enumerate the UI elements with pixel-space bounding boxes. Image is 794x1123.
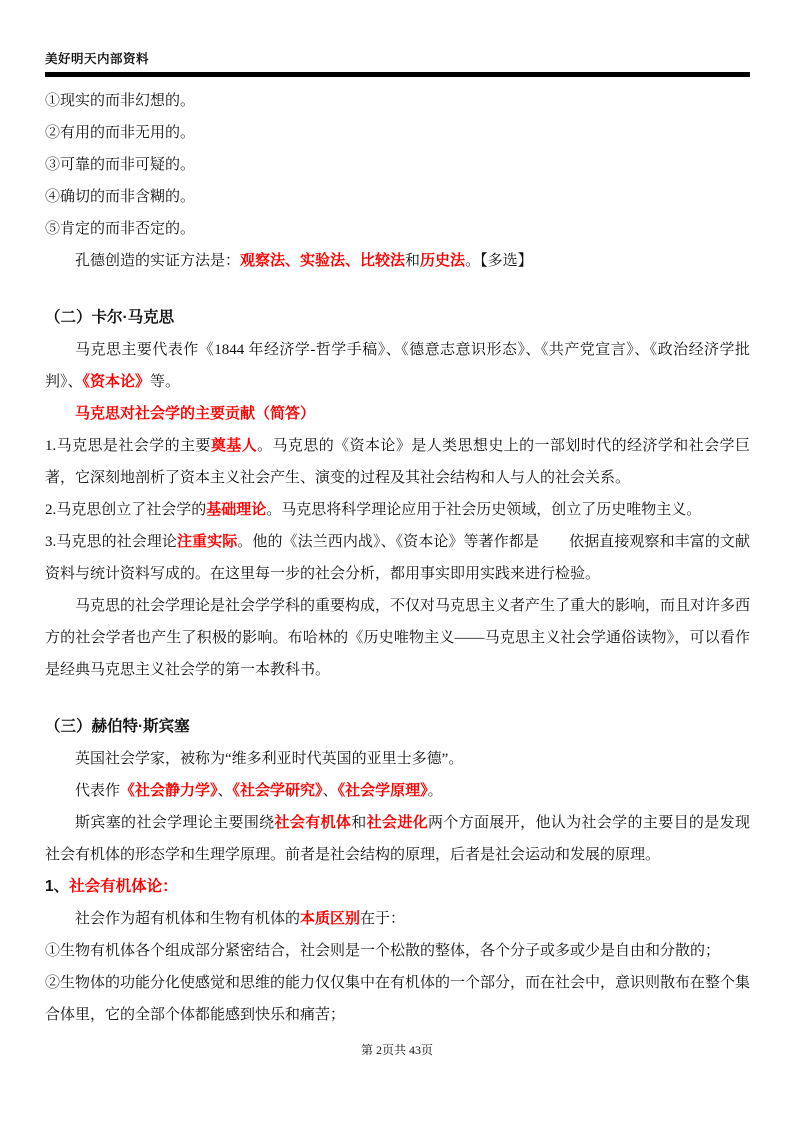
organic-theory-heading — [45, 871, 750, 903]
comte-methods — [45, 245, 750, 277]
red-emphasis: 社会有机体论： — [69, 878, 178, 895]
spencer-intro — [45, 743, 750, 775]
marx-works — [45, 334, 750, 398]
organic-essence — [45, 903, 750, 935]
red-emphasis: 《社会学原理》 — [337, 782, 428, 799]
text-run: 社会作为超有机体和生物有机体的 — [75, 911, 301, 927]
red-emphasis: 社会进化 — [366, 814, 429, 831]
text-run: 2.马克思创立了社会学的 — [45, 502, 207, 518]
text-run: 。马克思的《资本论》是人类思想史上的一部划时代的经济学和社会学巨著，它深刻地剖析了资本主义社会产生、演变的过程及其社会结构和人与人的社会关系。 — [45, 438, 750, 486]
red-emphasis: 马克思对社会学的主要贡献（简答） — [75, 405, 316, 422]
page-header-title: 美好明天内部资料 — [45, 52, 150, 66]
red-emphasis: 社会有机体 — [274, 814, 352, 831]
text-run: ⑤肯定的而非否定的。 — [45, 221, 196, 237]
marx-point-1 — [45, 430, 750, 494]
text-run: 和 — [405, 253, 421, 269]
document-body — [45, 85, 750, 1031]
text-run: ③可靠的而非可疑的。 — [45, 157, 196, 173]
text-run: 在于： — [360, 911, 406, 927]
section-heading-marx — [45, 302, 750, 334]
text-run: 。他的《法兰西内战》、《资本论》等著作都是 依据直接观察和丰富的文献资料与统计资料写成的。在这里每一步的社会分析，都用事实即用实践来进行检验。 — [45, 534, 750, 582]
text-run: 等。 — [150, 374, 181, 390]
red-emphasis: 本质区别 — [300, 910, 361, 927]
text-run: 3.马克思的社会理论 — [45, 534, 177, 550]
text-run: ①生物有机体各个组成部分紧密结合，社会则是一个松散的整体，各个分子或多或少是自由和分散的； — [45, 943, 721, 959]
text-run: ②有用的而非无用的。 — [45, 125, 196, 141]
text-run: 孔德创造的实证方法是： — [75, 253, 241, 269]
text-run: 。【多选】 — [465, 253, 533, 269]
bold-text: 1、 — [45, 878, 70, 895]
list-item-4 — [45, 181, 750, 213]
organic-diff-2 — [45, 967, 750, 1031]
marx-summary — [45, 590, 750, 686]
marx-point-2 — [45, 494, 750, 526]
organic-diff-1 — [45, 935, 750, 967]
list-item-2 — [45, 117, 750, 149]
text-run: 和 — [351, 815, 367, 831]
text-run: 1.马克思是社会学的主要 — [45, 438, 211, 454]
red-emphasis: 奠基人 — [210, 437, 258, 454]
section-heading-spencer — [45, 711, 750, 743]
red-emphasis: 观察法、实验法、比较法 — [240, 252, 406, 269]
text-run: 斯宾塞的社会学理论主要围绕 — [75, 815, 275, 831]
text-run: 、 — [322, 783, 338, 799]
red-emphasis: 历史法 — [420, 252, 466, 269]
red-emphasis: 基础理论 — [206, 501, 267, 518]
list-item-1 — [45, 85, 750, 117]
text-run: 代表作 — [75, 783, 121, 799]
text-run: ②生物体的功能分化使感觉和思维的能力仅仅集中在有机体的一个部分，而在社会中，意识则散布在整个集合体里，它的全部个体都能感到快乐和痛苦； — [45, 975, 751, 1023]
text-run: 、 — [217, 783, 233, 799]
text-run: ④确切的而非含糊的。 — [45, 189, 196, 205]
text-run: 英国社会学家，被称为“维多利亚时代英国的亚里士多德”。 — [75, 751, 464, 767]
text-run: 。 — [427, 783, 443, 799]
text-run: （三）赫伯特·斯宾塞 — [45, 718, 190, 735]
red-emphasis: 《社会静力学》 — [120, 782, 218, 799]
text-run: 。马克思将科学理论应用于社会历史领域，创立了历史唯物主义。 — [266, 502, 702, 518]
spencer-theory — [45, 807, 750, 871]
marx-contribution-heading — [45, 398, 750, 430]
page-footer: 第 2页共 43页 — [360, 1043, 433, 1057]
list-item-3 — [45, 149, 750, 181]
text-run: （二）卡尔·马克思 — [45, 309, 175, 326]
text-run: 两个方面展开，他认为社会学的主要目的是发现社会有机体的形态学和生理学原理。前者是社会结构的原理，后者是社会运动和发展的原理。 — [45, 815, 750, 863]
header-rule — [45, 72, 750, 77]
list-item-5 — [45, 213, 750, 245]
spencer-works — [45, 775, 750, 807]
marx-point-3 — [45, 526, 750, 590]
red-emphasis: 《社会学研究》 — [232, 782, 323, 799]
text-run: 马克思主要代表作《1844 年经济学-哲学手稿》、《德意志意识形态》、《共产党宣言》、《政治经济学批判》、 — [45, 342, 750, 390]
text-run: 马克思的社会学理论是社会学学科的重要构成，不仅对马克思主义者产生了重大的影响，而且对许多西方的社会学者也产生了积极的影响。布哈林的《历史唯物主义——马克思主义社会学通俗读物》，可以看作是经典马克思主义社会学的第一本教科书。 — [45, 598, 751, 678]
red-emphasis: 《资本论》 — [82, 373, 151, 390]
text-run: ①现实的而非幻想的。 — [45, 93, 196, 109]
red-emphasis: 注重实际 — [176, 533, 238, 550]
